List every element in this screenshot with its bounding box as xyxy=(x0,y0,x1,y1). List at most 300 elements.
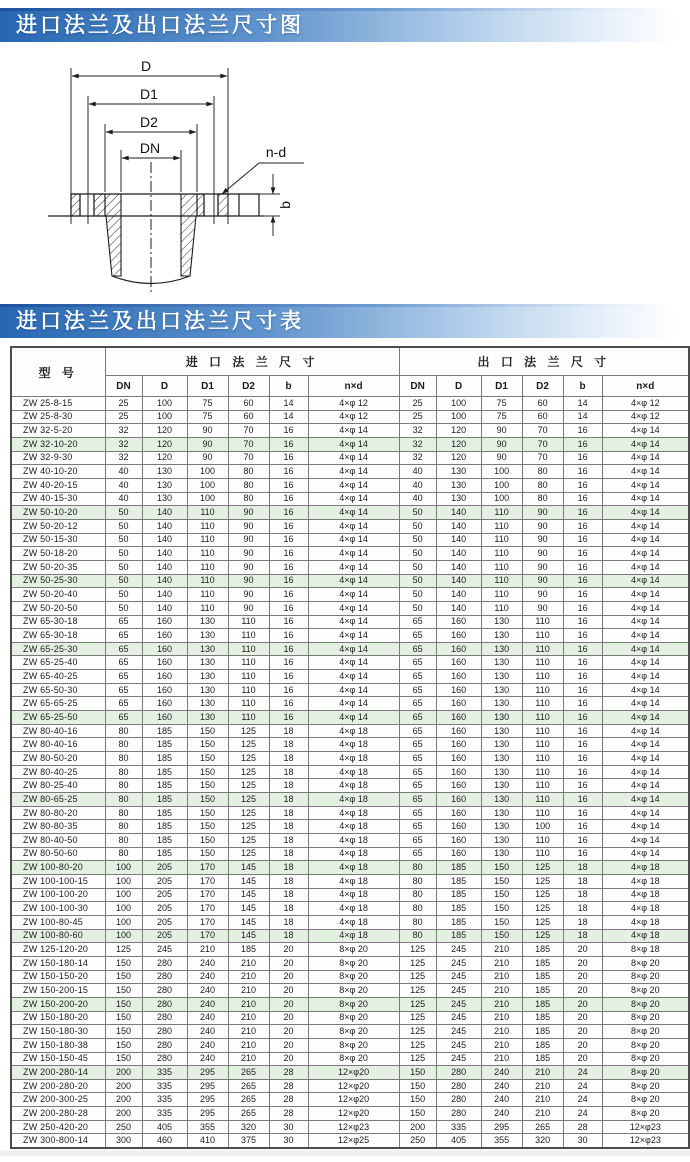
model-cell: ZW 300-800-14 xyxy=(11,1134,105,1148)
value-cell: 4×φ 14 xyxy=(602,793,689,807)
value-cell: 130 xyxy=(481,765,522,779)
value-cell: 65 xyxy=(399,670,436,684)
value-cell: 130 xyxy=(481,820,522,834)
value-cell: 130 xyxy=(481,779,522,793)
value-cell: 65 xyxy=(399,847,436,861)
value-cell: 110 xyxy=(522,656,563,670)
table-row xyxy=(11,574,689,588)
value-cell: 145 xyxy=(228,929,269,943)
value-cell: 160 xyxy=(436,752,481,766)
table-row xyxy=(11,670,689,684)
value-cell: 295 xyxy=(187,1079,228,1093)
value-cell: 110 xyxy=(187,519,228,533)
value-cell: 14 xyxy=(269,397,308,411)
model-cell: ZW 80-50-60 xyxy=(11,847,105,861)
model-cell: ZW 80-40-16 xyxy=(11,724,105,738)
value-cell: 130 xyxy=(481,834,522,848)
value-cell: 160 xyxy=(436,642,481,656)
value-cell: 8×φ 20 xyxy=(308,956,399,970)
value-cell: 4×φ 14 xyxy=(602,711,689,725)
model-cell: ZW 40-20-15 xyxy=(11,478,105,492)
value-cell: 210 xyxy=(228,984,269,998)
value-cell: 4×φ 18 xyxy=(308,806,399,820)
value-cell: 4×φ 18 xyxy=(602,915,689,929)
value-cell: 80 xyxy=(105,820,142,834)
value-cell: 130 xyxy=(481,752,522,766)
model-cell: ZW 150-180-38 xyxy=(11,1038,105,1052)
value-cell: 110 xyxy=(522,615,563,629)
value-cell: 90 xyxy=(228,506,269,520)
value-cell: 405 xyxy=(436,1134,481,1148)
value-cell: 110 xyxy=(522,834,563,848)
table-row xyxy=(11,601,689,615)
value-cell: 4×φ 18 xyxy=(308,724,399,738)
value-cell: 4×φ 14 xyxy=(602,533,689,547)
value-cell: 185 xyxy=(436,915,481,929)
value-cell: 210 xyxy=(522,1066,563,1080)
value-cell: 18 xyxy=(269,765,308,779)
value-cell: 245 xyxy=(436,997,481,1011)
value-cell: 4×φ 18 xyxy=(308,738,399,752)
value-cell: 16 xyxy=(269,670,308,684)
value-cell: 210 xyxy=(228,956,269,970)
value-cell: 160 xyxy=(436,697,481,711)
value-cell: 4×φ 18 xyxy=(308,752,399,766)
model-cell: ZW 32-10-20 xyxy=(11,437,105,451)
value-cell: 4×φ 18 xyxy=(308,915,399,929)
value-cell: 110 xyxy=(228,642,269,656)
value-cell: 24 xyxy=(563,1093,602,1107)
value-cell: 90 xyxy=(228,533,269,547)
value-cell: 110 xyxy=(481,506,522,520)
model-cell: ZW 100-80-45 xyxy=(11,915,105,929)
value-cell: 110 xyxy=(481,533,522,547)
value-cell: 140 xyxy=(436,588,481,602)
model-cell: ZW 250-420-20 xyxy=(11,1120,105,1134)
value-cell: 125 xyxy=(522,915,563,929)
value-cell: 145 xyxy=(228,888,269,902)
value-cell: 110 xyxy=(522,806,563,820)
value-cell: 75 xyxy=(187,397,228,411)
col-header-outlet-d: D xyxy=(436,376,481,397)
value-cell: 185 xyxy=(522,970,563,984)
value-cell: 50 xyxy=(399,588,436,602)
value-cell: 16 xyxy=(269,629,308,643)
flange-size-table-wrap xyxy=(10,346,680,1149)
value-cell: 18 xyxy=(269,888,308,902)
inlet-group-header: 进 口 法 兰 尺 寸 xyxy=(105,347,399,376)
value-cell: 200 xyxy=(105,1093,142,1107)
value-cell: 4×φ 14 xyxy=(308,492,399,506)
value-cell: 130 xyxy=(187,615,228,629)
value-cell: 200 xyxy=(105,1079,142,1093)
value-cell: 4×φ 18 xyxy=(602,874,689,888)
table-row xyxy=(11,697,689,711)
value-cell: 210 xyxy=(228,1038,269,1052)
value-cell: 170 xyxy=(187,915,228,929)
table-row xyxy=(11,519,689,533)
value-cell: 30 xyxy=(563,1134,602,1148)
value-cell: 4×φ 12 xyxy=(308,397,399,411)
value-cell: 240 xyxy=(187,1025,228,1039)
value-cell: 4×φ 14 xyxy=(602,465,689,479)
value-cell: 130 xyxy=(481,806,522,820)
value-cell: 40 xyxy=(105,492,142,506)
value-cell: 16 xyxy=(269,574,308,588)
table-row xyxy=(11,465,689,479)
value-cell: 16 xyxy=(563,820,602,834)
value-cell: 25 xyxy=(105,397,142,411)
value-cell: 4×φ 18 xyxy=(308,874,399,888)
value-cell: 185 xyxy=(436,929,481,943)
value-cell: 18 xyxy=(563,861,602,875)
table-row xyxy=(11,793,689,807)
value-cell: 110 xyxy=(228,615,269,629)
value-cell: 18 xyxy=(269,806,308,820)
value-cell: 80 xyxy=(522,492,563,506)
value-cell: 140 xyxy=(436,519,481,533)
value-cell: 4×φ 18 xyxy=(308,847,399,861)
value-cell: 60 xyxy=(522,397,563,411)
value-cell: 185 xyxy=(522,1011,563,1025)
value-cell: 75 xyxy=(187,410,228,424)
value-cell: 150 xyxy=(187,724,228,738)
value-cell: 110 xyxy=(522,738,563,752)
value-cell: 335 xyxy=(142,1093,187,1107)
value-cell: 140 xyxy=(142,574,187,588)
value-cell: 90 xyxy=(522,588,563,602)
model-cell: ZW 50-15-30 xyxy=(11,533,105,547)
value-cell: 18 xyxy=(269,738,308,752)
value-cell: 100 xyxy=(105,929,142,943)
value-cell: 8×φ 20 xyxy=(602,970,689,984)
value-cell: 8×φ 20 xyxy=(602,1093,689,1107)
value-cell: 130 xyxy=(187,670,228,684)
value-cell: 90 xyxy=(228,588,269,602)
value-cell: 16 xyxy=(269,547,308,561)
value-cell: 4×φ 14 xyxy=(308,533,399,547)
value-cell: 65 xyxy=(105,642,142,656)
value-cell: 110 xyxy=(522,670,563,684)
value-cell: 20 xyxy=(269,956,308,970)
value-cell: 125 xyxy=(399,1052,436,1066)
value-cell: 20 xyxy=(269,997,308,1011)
value-cell: 16 xyxy=(563,806,602,820)
value-cell: 240 xyxy=(481,1066,522,1080)
value-cell: 4×φ 18 xyxy=(308,834,399,848)
value-cell: 90 xyxy=(228,519,269,533)
value-cell: 185 xyxy=(436,861,481,875)
value-cell: 130 xyxy=(481,670,522,684)
model-cell: ZW 80-50-20 xyxy=(11,752,105,766)
value-cell: 150 xyxy=(187,738,228,752)
value-cell: 12×φ23 xyxy=(308,1120,399,1134)
value-cell: 20 xyxy=(563,1038,602,1052)
value-cell: 65 xyxy=(399,615,436,629)
value-cell: 125 xyxy=(399,956,436,970)
table-row xyxy=(11,806,689,820)
value-cell: 12×φ20 xyxy=(308,1093,399,1107)
value-cell: 280 xyxy=(142,1052,187,1066)
value-cell: 4×φ 14 xyxy=(602,478,689,492)
value-cell: 16 xyxy=(563,465,602,479)
value-cell: 125 xyxy=(399,984,436,998)
table-row xyxy=(11,683,689,697)
model-cell: ZW 80-80-20 xyxy=(11,806,105,820)
value-cell: 125 xyxy=(522,861,563,875)
value-cell: 140 xyxy=(436,506,481,520)
value-cell: 335 xyxy=(436,1120,481,1134)
value-cell: 65 xyxy=(105,629,142,643)
value-cell: 245 xyxy=(436,970,481,984)
value-cell: 125 xyxy=(105,943,142,957)
value-cell: 110 xyxy=(522,724,563,738)
table-row xyxy=(11,847,689,861)
table-row xyxy=(11,984,689,998)
value-cell: 80 xyxy=(399,915,436,929)
value-cell: 16 xyxy=(269,492,308,506)
value-cell: 130 xyxy=(481,697,522,711)
flange-cross-section-drawing xyxy=(46,46,376,296)
value-cell: 65 xyxy=(399,834,436,848)
value-cell: 160 xyxy=(436,793,481,807)
value-cell: 20 xyxy=(563,997,602,1011)
value-cell: 80 xyxy=(228,465,269,479)
table-row xyxy=(11,724,689,738)
value-cell: 90 xyxy=(481,424,522,438)
table-row xyxy=(11,997,689,1011)
value-cell: 125 xyxy=(399,1025,436,1039)
value-cell: 16 xyxy=(563,779,602,793)
value-cell: 140 xyxy=(142,547,187,561)
value-cell: 210 xyxy=(481,956,522,970)
value-cell: 245 xyxy=(436,984,481,998)
value-cell: 240 xyxy=(481,1107,522,1121)
value-cell: 100 xyxy=(105,861,142,875)
value-cell: 130 xyxy=(142,492,187,506)
value-cell: 150 xyxy=(187,834,228,848)
value-cell: 100 xyxy=(105,902,142,916)
value-cell: 110 xyxy=(228,670,269,684)
value-cell: 205 xyxy=(142,902,187,916)
value-cell: 28 xyxy=(269,1079,308,1093)
value-cell: 65 xyxy=(399,642,436,656)
value-cell: 16 xyxy=(563,615,602,629)
model-cell: ZW 150-200-20 xyxy=(11,997,105,1011)
table-title: 进口法兰及出口法兰尺寸表 xyxy=(16,309,304,333)
value-cell: 65 xyxy=(399,629,436,643)
value-cell: 130 xyxy=(436,465,481,479)
value-cell: 160 xyxy=(436,806,481,820)
value-cell: 125 xyxy=(399,997,436,1011)
value-cell: 130 xyxy=(187,656,228,670)
value-cell: 65 xyxy=(105,711,142,725)
value-cell: 150 xyxy=(105,970,142,984)
value-cell: 4×φ 14 xyxy=(602,806,689,820)
value-cell: 265 xyxy=(228,1066,269,1080)
value-cell: 50 xyxy=(399,574,436,588)
value-cell: 210 xyxy=(481,1011,522,1025)
value-cell: 50 xyxy=(399,506,436,520)
value-cell: 120 xyxy=(436,451,481,465)
value-cell: 30 xyxy=(269,1134,308,1148)
value-cell: 16 xyxy=(269,533,308,547)
value-cell: 4×φ 14 xyxy=(602,574,689,588)
model-cell: ZW 100-100-30 xyxy=(11,902,105,916)
value-cell: 4×φ 14 xyxy=(602,519,689,533)
value-cell: 18 xyxy=(563,874,602,888)
value-cell: 160 xyxy=(436,738,481,752)
value-cell: 28 xyxy=(269,1093,308,1107)
value-cell: 110 xyxy=(187,547,228,561)
value-cell: 185 xyxy=(522,1025,563,1039)
value-cell: 280 xyxy=(436,1066,481,1080)
dim-label-nd: n-d xyxy=(265,144,287,160)
value-cell: 4×φ 14 xyxy=(602,656,689,670)
value-cell: 12×φ23 xyxy=(602,1120,689,1134)
table-row xyxy=(11,451,689,465)
model-cell: ZW 65-40-25 xyxy=(11,670,105,684)
value-cell: 80 xyxy=(105,724,142,738)
value-cell: 20 xyxy=(269,1011,308,1025)
value-cell: 18 xyxy=(563,888,602,902)
value-cell: 24 xyxy=(563,1107,602,1121)
value-cell: 185 xyxy=(142,765,187,779)
value-cell: 100 xyxy=(105,874,142,888)
value-cell: 100 xyxy=(522,820,563,834)
value-cell: 4×φ 14 xyxy=(308,478,399,492)
table-row xyxy=(11,1066,689,1080)
value-cell: 65 xyxy=(399,765,436,779)
value-cell: 80 xyxy=(399,888,436,902)
value-cell: 110 xyxy=(187,506,228,520)
value-cell: 40 xyxy=(399,465,436,479)
flange-table-body xyxy=(11,397,689,1148)
model-cell: ZW 100-100-15 xyxy=(11,874,105,888)
value-cell: 150 xyxy=(187,779,228,793)
model-cell: ZW 150-180-30 xyxy=(11,1025,105,1039)
value-cell: 4×φ 14 xyxy=(308,670,399,684)
value-cell: 80 xyxy=(399,902,436,916)
value-cell: 8×φ 20 xyxy=(602,956,689,970)
value-cell: 65 xyxy=(399,820,436,834)
diagram-title: 进口法兰及出口法兰尺寸图 xyxy=(16,13,304,37)
value-cell: 12×φ20 xyxy=(308,1079,399,1093)
value-cell: 4×φ 14 xyxy=(602,642,689,656)
value-cell: 16 xyxy=(269,642,308,656)
value-cell: 14 xyxy=(563,410,602,424)
value-cell: 280 xyxy=(142,1025,187,1039)
value-cell: 110 xyxy=(187,533,228,547)
value-cell: 110 xyxy=(481,519,522,533)
value-cell: 16 xyxy=(563,656,602,670)
value-cell: 4×φ 14 xyxy=(602,765,689,779)
value-cell: 150 xyxy=(187,752,228,766)
value-cell: 12×φ20 xyxy=(308,1107,399,1121)
model-cell: ZW 65-25-50 xyxy=(11,711,105,725)
value-cell: 32 xyxy=(399,424,436,438)
value-cell: 200 xyxy=(399,1120,436,1134)
value-cell: 130 xyxy=(481,724,522,738)
model-cell: ZW 125-120-20 xyxy=(11,943,105,957)
value-cell: 16 xyxy=(269,506,308,520)
value-cell: 4×φ 14 xyxy=(602,724,689,738)
flange-diagram xyxy=(0,46,690,302)
table-row xyxy=(11,1079,689,1093)
value-cell: 18 xyxy=(563,902,602,916)
value-cell: 205 xyxy=(142,915,187,929)
page-bottom-edge xyxy=(0,1150,690,1156)
value-cell: 100 xyxy=(142,410,187,424)
value-cell: 145 xyxy=(228,915,269,929)
value-cell: 185 xyxy=(522,956,563,970)
value-cell: 4×φ 14 xyxy=(308,697,399,711)
value-cell: 110 xyxy=(522,683,563,697)
table-row xyxy=(11,915,689,929)
value-cell: 16 xyxy=(563,533,602,547)
table-row xyxy=(11,656,689,670)
value-cell: 130 xyxy=(142,478,187,492)
value-cell: 250 xyxy=(399,1134,436,1148)
value-cell: 8×φ 20 xyxy=(308,970,399,984)
value-cell: 110 xyxy=(522,779,563,793)
value-cell: 130 xyxy=(481,847,522,861)
model-cell: ZW 150-200-15 xyxy=(11,984,105,998)
value-cell: 14 xyxy=(563,397,602,411)
value-cell: 100 xyxy=(436,397,481,411)
value-cell: 14 xyxy=(269,410,308,424)
value-cell: 80 xyxy=(105,806,142,820)
value-cell: 295 xyxy=(187,1093,228,1107)
value-cell: 140 xyxy=(436,574,481,588)
value-cell: 110 xyxy=(522,765,563,779)
model-cell: ZW 80-80-35 xyxy=(11,820,105,834)
value-cell: 280 xyxy=(142,1011,187,1025)
value-cell: 25 xyxy=(399,397,436,411)
value-cell: 160 xyxy=(436,834,481,848)
value-cell: 16 xyxy=(269,683,308,697)
value-cell: 40 xyxy=(399,478,436,492)
value-cell: 4×φ 14 xyxy=(602,779,689,793)
value-cell: 185 xyxy=(436,888,481,902)
value-cell: 130 xyxy=(481,738,522,752)
table-row xyxy=(11,738,689,752)
value-cell: 140 xyxy=(436,533,481,547)
value-cell: 110 xyxy=(187,601,228,615)
value-cell: 110 xyxy=(522,793,563,807)
value-cell: 405 xyxy=(142,1120,187,1134)
value-cell: 4×φ 18 xyxy=(308,820,399,834)
value-cell: 16 xyxy=(563,506,602,520)
model-cell: ZW 200-280-20 xyxy=(11,1079,105,1093)
value-cell: 80 xyxy=(105,793,142,807)
model-cell: ZW 100-80-60 xyxy=(11,929,105,943)
value-cell: 130 xyxy=(481,656,522,670)
value-cell: 18 xyxy=(269,929,308,943)
dim-label-d2: D2 xyxy=(140,114,158,130)
value-cell: 16 xyxy=(269,588,308,602)
table-row xyxy=(11,533,689,547)
value-cell: 80 xyxy=(105,752,142,766)
value-cell: 4×φ 14 xyxy=(308,629,399,643)
value-cell: 4×φ 14 xyxy=(602,683,689,697)
value-cell: 210 xyxy=(481,970,522,984)
value-cell: 16 xyxy=(269,478,308,492)
value-cell: 295 xyxy=(481,1120,522,1134)
value-cell: 90 xyxy=(187,437,228,451)
model-cell: ZW 200-280-14 xyxy=(11,1066,105,1080)
value-cell: 70 xyxy=(228,437,269,451)
